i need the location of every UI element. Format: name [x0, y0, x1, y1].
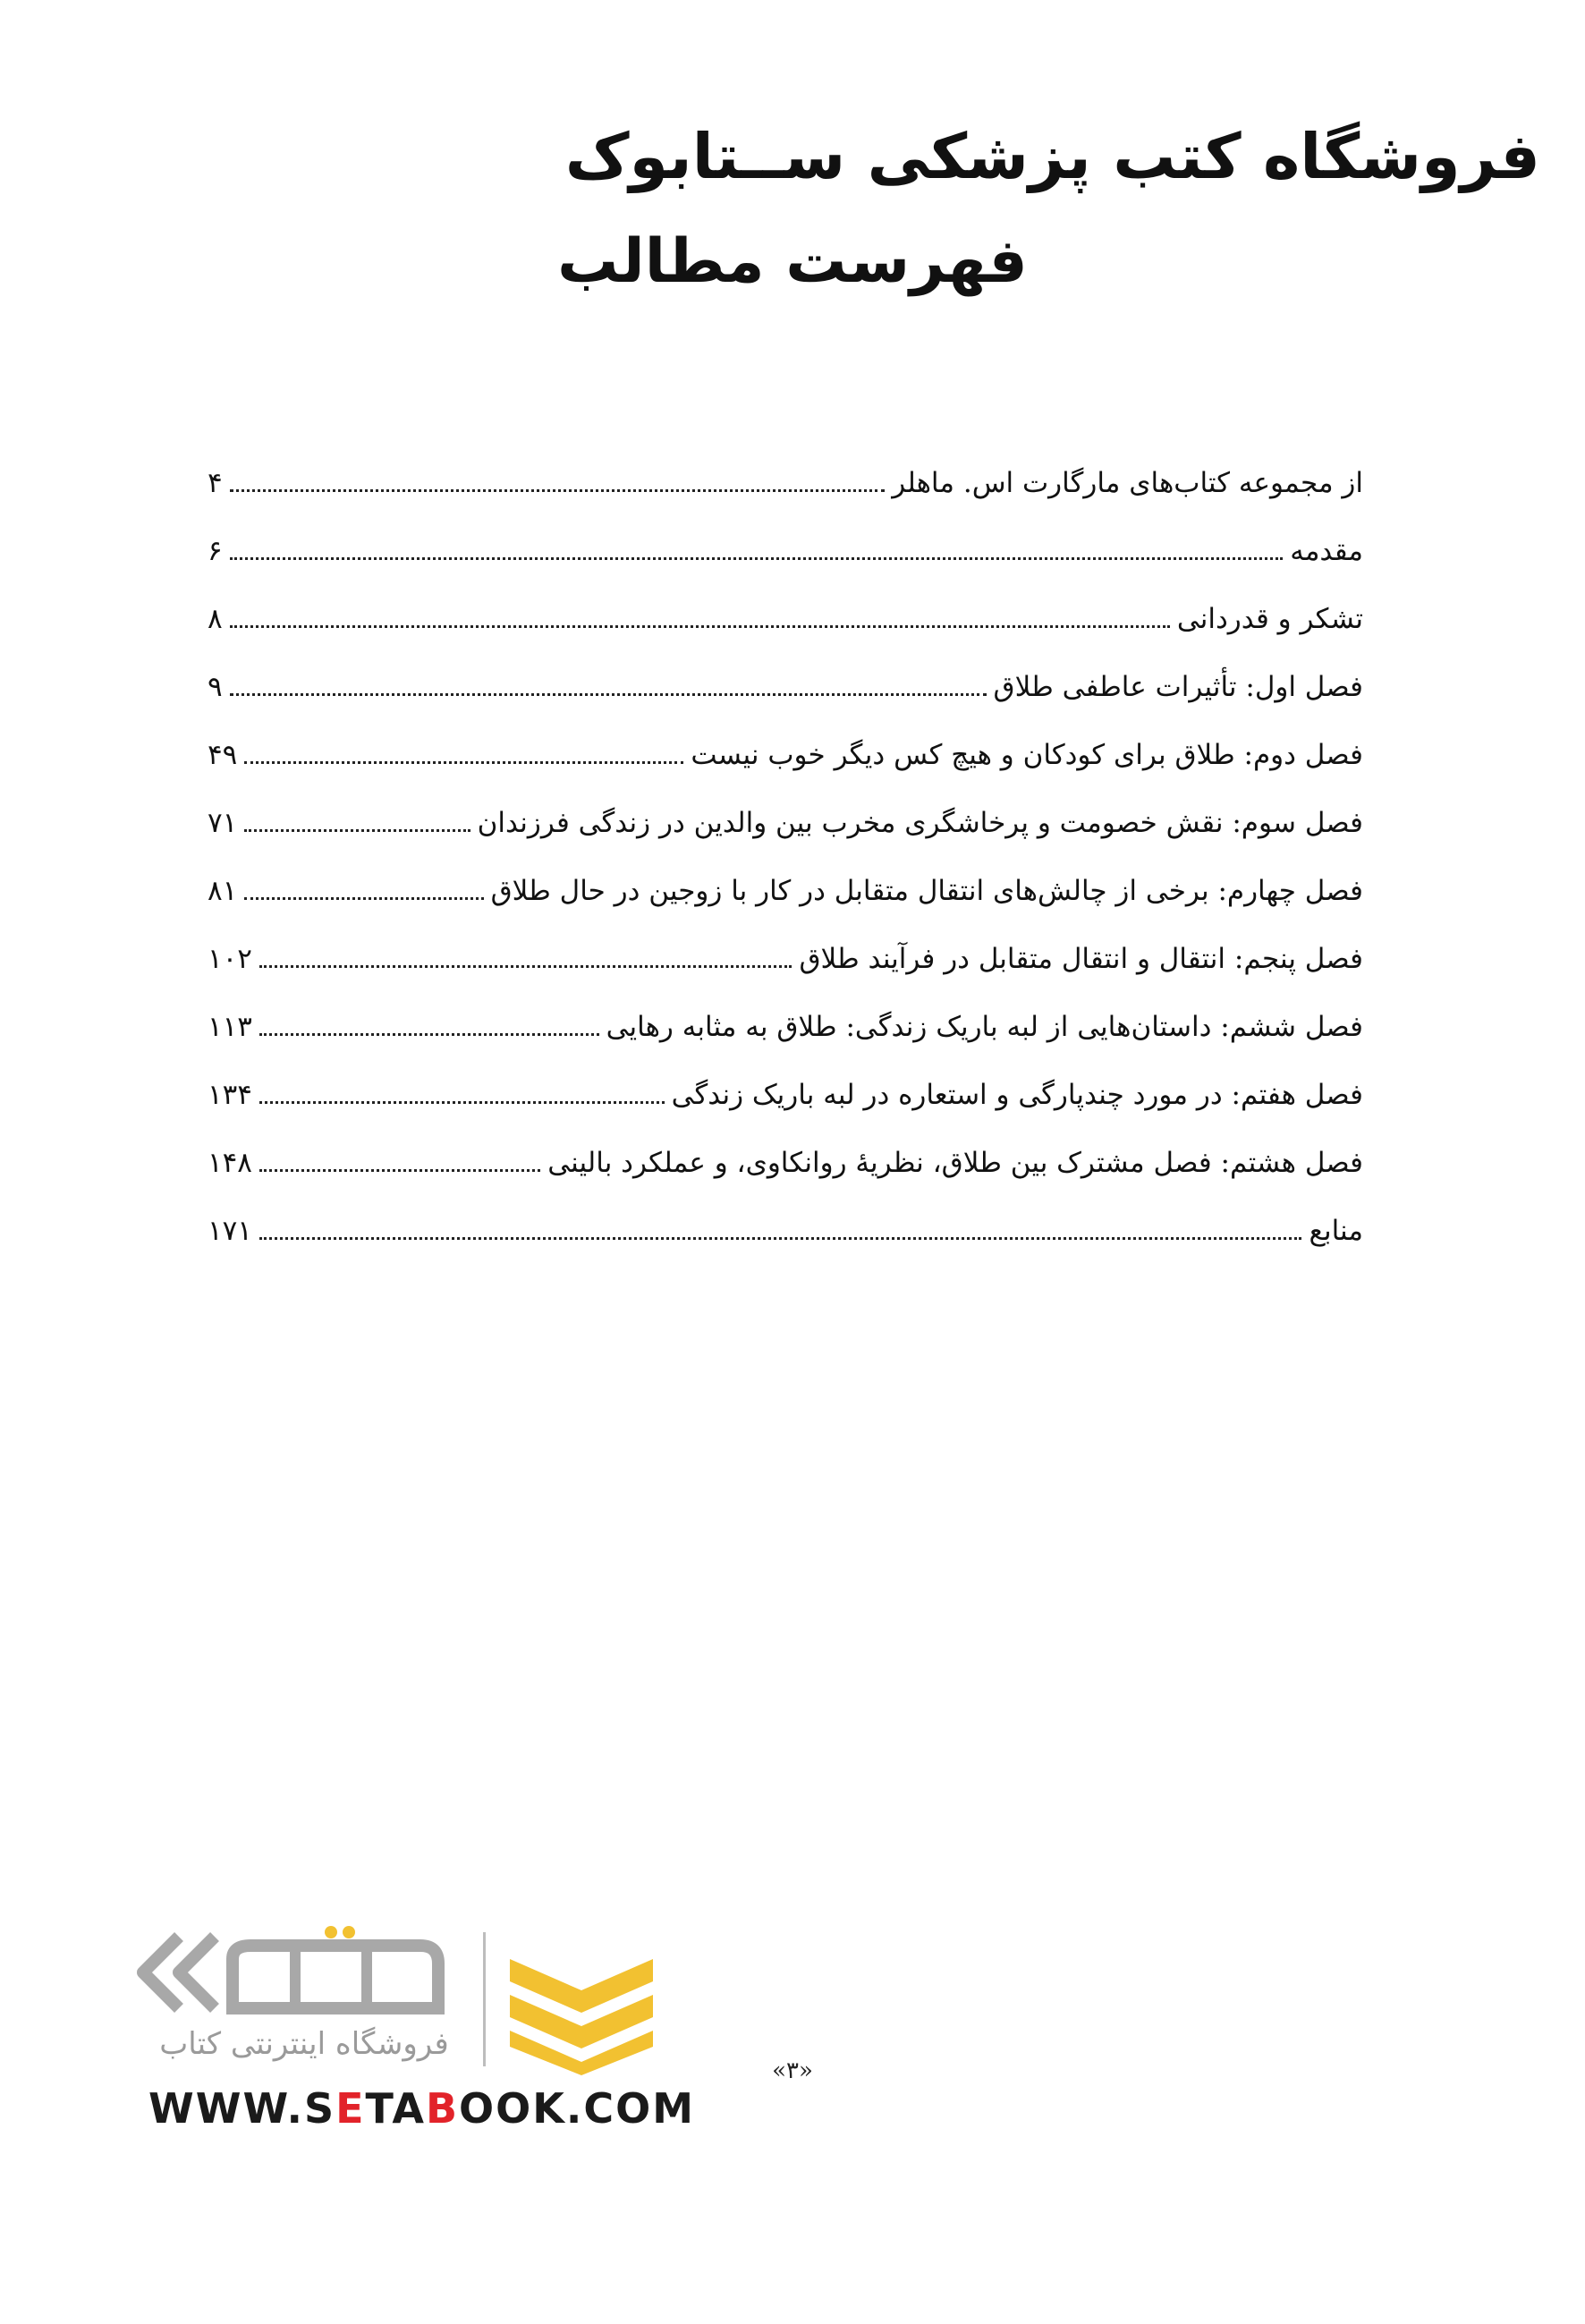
toc-entry: [208, 590, 1363, 658]
website-part: OOK.COM: [459, 2084, 695, 2133]
toc-entry-page: ۱۴۸: [208, 1147, 252, 1179]
website-url: [148, 2084, 695, 2133]
toc-leader-dots: [244, 828, 470, 832]
toc-entry-label: فصل هفتم: در مورد چندپارگی و استعاره در لبه باریک زندگی: [671, 1079, 1363, 1111]
toc-leader-dots: [230, 488, 886, 492]
toc-leader-dots: [259, 964, 792, 968]
toc-entry-page: ۸۱: [208, 875, 238, 907]
toc-entry-page: ۷۱: [208, 807, 238, 839]
toc-entry-page: ۹: [208, 671, 223, 703]
stacked-chevrons-icon: [501, 1941, 662, 2075]
toc-entry-label: فصل پنجم: انتقال و انتقال متقابل در فرآیند طلاق: [799, 943, 1363, 975]
table-of-contents: [208, 454, 1363, 1270]
toc-leader-dots: [244, 896, 483, 900]
page-title: فهرست مطالب: [557, 226, 1028, 297]
toc-entry-page: ۱۰۲: [208, 943, 252, 975]
toc-entry: [208, 726, 1363, 794]
toc-entry-label: فصل دوم: طلاق برای کودکان و هیچ کس دیگر خوب نیست: [691, 739, 1363, 771]
toc-entry: [208, 522, 1363, 590]
toc-entry-page: ۶: [208, 535, 223, 567]
logo-subtitle: فروشگاه اینترنتی کتاب: [159, 2026, 449, 2062]
toc-entry-label: فصل چهارم: برخی از چالش‌های انتقال متقابل در کار با زوجین در حال طلاق: [490, 875, 1363, 907]
page-number: «۳»: [772, 2057, 813, 2084]
toc-leader-dots: [259, 1236, 1302, 1240]
logo-divider: [483, 1932, 486, 2066]
toc-leader-dots: [230, 692, 987, 696]
store-title: فروشگاه کتب پزشکی ســتابوک: [564, 120, 1540, 193]
toc-entry-page: ۱۷۱: [208, 1215, 252, 1247]
website-part: WWW.S: [148, 2084, 336, 2133]
toc-entry-label: منابع: [1309, 1215, 1363, 1247]
toc-entry-label: فصل سوم: نقش خصومت و پرخاشگری مخرب بین والدین در زندگی فرزندان: [477, 807, 1363, 839]
toc-entry-label: تشکر و قدردانی: [1176, 603, 1363, 635]
toc-entry: [208, 658, 1363, 726]
toc-entry: [208, 454, 1363, 522]
toc-entry: [208, 998, 1363, 1066]
toc-entry: [208, 930, 1363, 998]
toc-entry-page: ۱۱۳: [208, 1011, 252, 1043]
toc-entry: [208, 862, 1363, 930]
toc-leader-dots: [259, 1100, 665, 1104]
toc-leader-dots: [230, 624, 1170, 628]
toc-leader-dots: [244, 760, 683, 764]
website-part: TA: [365, 2084, 426, 2133]
toc-entry-page: ۴۹: [208, 739, 238, 771]
toc-entry: [208, 794, 1363, 862]
toc-entry-label: مقدمه: [1290, 535, 1363, 567]
toc-entry: [208, 1134, 1363, 1202]
toc-leader-dots: [230, 556, 1284, 560]
toc-entry-label: فصل اول: تأثیرات عاطفی طلاق: [993, 671, 1363, 703]
toc-leader-dots: [259, 1032, 599, 1036]
toc-entry-page: ۴: [208, 467, 223, 499]
website-accent: E: [335, 2084, 366, 2133]
toc-entry-label: از مجموعه کتاب‌های مارگارت اس. ماهلر: [892, 467, 1363, 499]
toc-entry-page: ۸: [208, 603, 223, 635]
seta-logo-icon: [125, 1923, 465, 2022]
toc-entry-label: فصل هشتم: فصل مشترک بین طلاق، نظریهٔ روانکاوی، و عملکرد بالینی: [547, 1147, 1363, 1179]
toc-entry: [208, 1202, 1363, 1270]
toc-entry: [208, 1066, 1363, 1134]
website-accent: B: [425, 2084, 459, 2133]
toc-leader-dots: [259, 1168, 540, 1172]
toc-entry-page: ۱۳۴: [208, 1079, 252, 1111]
toc-entry-label: فصل ششم: داستان‌هایی از لبه باریک زندگی: طلاق به مثابه رهایی: [606, 1011, 1363, 1043]
